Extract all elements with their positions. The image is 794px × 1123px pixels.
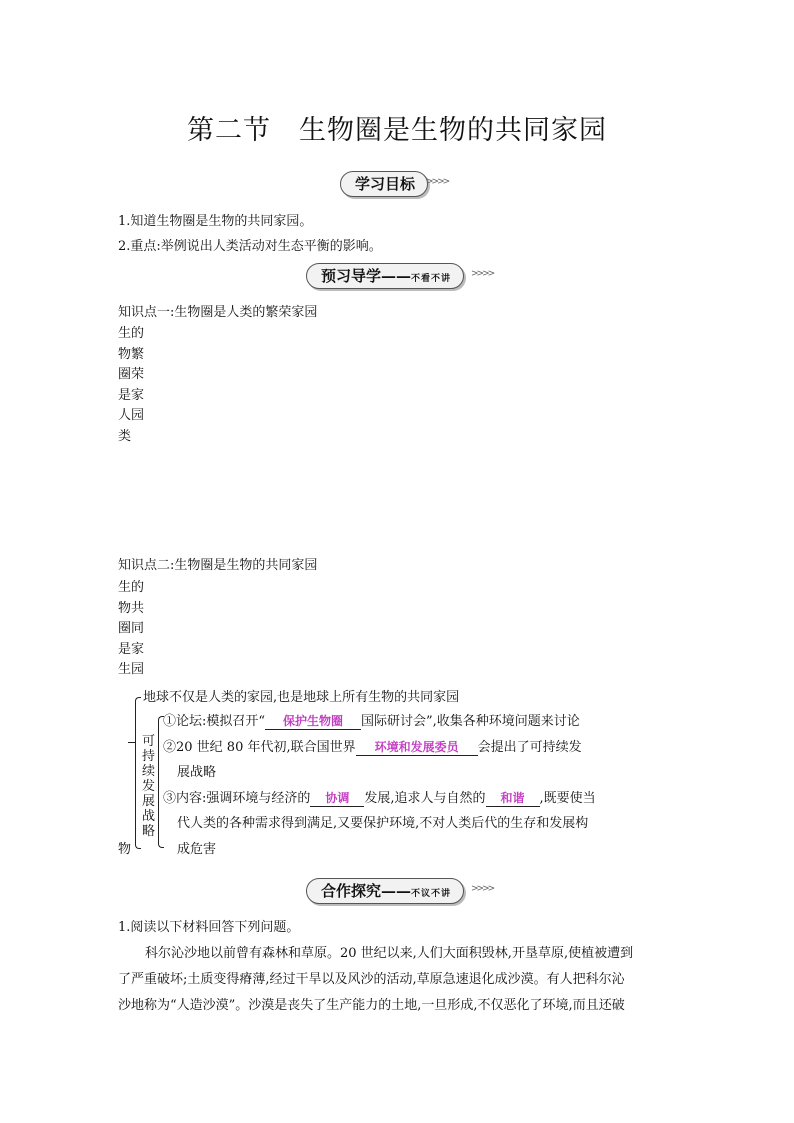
- fill-blank-commission: 环境和发展委员: [356, 739, 478, 756]
- item-1-text-a: ①论坛:模拟召开“: [163, 714, 266, 729]
- kp2-inner-brace: [158, 716, 164, 848]
- strategy-label-char: 持: [142, 749, 156, 764]
- preview-banner-label: [306, 263, 464, 289]
- kp2-last-char: 物: [118, 842, 132, 857]
- kp2-char-row: 物共: [118, 600, 145, 616]
- kp2-char-row: 圈同: [118, 621, 145, 636]
- preview-banner-main: 预习导学——: [321, 267, 412, 285]
- coop-banner-label: [306, 878, 464, 904]
- strategy-label-char: 战: [142, 809, 156, 824]
- kp2-chars: [118, 578, 158, 681]
- strategy-item-3: [163, 789, 596, 809]
- kp2-line-top: 地球不仅是人类的家园,也是地球上所有生物的共同家园: [143, 690, 460, 705]
- objectives-banner: [340, 171, 450, 197]
- objectives-banner-label: 学习目标: [340, 171, 428, 197]
- kp2-heading: 知识点二:生物圈是生物的共同家园: [118, 558, 318, 573]
- preview-banner: [306, 263, 496, 289]
- objective-1: 1.知道生物圈是生物的共同家园。: [118, 214, 313, 229]
- item-2-text-b: 会提出了可持续发: [477, 740, 582, 755]
- item-1-text-b: 国际研讨会”,收集各种环境问题来讨论: [361, 714, 580, 729]
- strategy-label-char: 发: [142, 779, 156, 794]
- kp2-outer-brace-tick: [128, 742, 135, 743]
- kp1-char-row: 人园: [118, 408, 145, 423]
- item-3-text-c: ,既要使当: [539, 791, 596, 806]
- banner-arrows-icon: >>>>: [471, 884, 494, 894]
- strategy-item-3-cont-2: 成危害: [177, 842, 217, 857]
- strategy-label-char: 展: [142, 794, 156, 809]
- strategy-item-2-cont: 展战略: [177, 765, 217, 780]
- item-3-text-b: 发展,追求人与自然的: [364, 791, 486, 806]
- fill-blank-protect-biosphere: 保护生物圈: [265, 713, 361, 730]
- coop-banner: [306, 878, 496, 904]
- coop-paragraph-line-1: 科尔沁沙地以前曾有森林和草原。20 世纪以来,人们大面积毁林,开垦草原,使植被遭到: [145, 946, 634, 961]
- kp1-char-row: 生的: [118, 326, 145, 341]
- objective-2: 2.重点:举例说出人类活动对生态平衡的影响。: [118, 239, 382, 254]
- kp1-char-row: 物繁: [118, 346, 145, 362]
- banner-arrows-icon: >>>>: [471, 269, 494, 279]
- strategy-vertical-label: [142, 734, 156, 839]
- kp2-char-row: 生园: [118, 662, 145, 677]
- coop-paragraph-line-2: 了严重破坏;土质变得瘠薄,经过干旱以及风沙的活动,草原急速退化成沙漠。有人把科尔沁: [118, 972, 625, 987]
- kp1-diagram: [118, 324, 158, 447]
- fill-blank-harmony: 和谐: [486, 790, 540, 807]
- coop-question-1: 1.阅读以下材料回答下列问题。: [118, 920, 300, 935]
- preview-banner-sub: 不看不讲: [411, 274, 452, 284]
- strategy-label-char: 可: [142, 734, 156, 749]
- banner-arrows-icon: >>>>: [426, 177, 449, 187]
- kp1-char-row: 圈荣: [118, 367, 145, 382]
- kp1-char-row: 是家: [118, 387, 145, 403]
- kp2-outer-brace: [135, 697, 141, 849]
- item-2-text-a: ②20 世纪 80 年代初,联合国世界: [163, 740, 356, 755]
- coop-banner-main: 合作探究——: [321, 882, 412, 900]
- strategy-item-1: [163, 712, 580, 732]
- coop-paragraph-line-3: 沙地称为“人造沙漠”。沙漠是丧失了生产能力的土地,一旦形成,不仅恶化了环境,而且还破: [118, 998, 625, 1013]
- fill-blank-coordinate: 协调: [310, 790, 364, 807]
- coop-banner-sub: 不议不讲: [411, 889, 452, 899]
- kp2-char-row: 生的: [118, 580, 145, 595]
- kp1-heading: 知识点一:生物圈是人类的繁荣家园: [118, 305, 318, 320]
- kp2-char-row: 是家: [118, 641, 145, 657]
- kp1-char-row: 类: [118, 428, 132, 444]
- strategy-item-3-cont-1: 代人类的各种需求得到满足,又要保护环境,不对人类后代的生存和发展构: [177, 816, 589, 831]
- strategy-label-char: 续: [142, 764, 156, 779]
- strategy-item-2: [163, 738, 582, 758]
- page-title: 第二节 生物圈是生物的共同家园: [187, 115, 607, 146]
- strategy-label-char: 略: [142, 824, 156, 839]
- item-3-text-a: ③内容:强调环境与经济的: [163, 791, 311, 806]
